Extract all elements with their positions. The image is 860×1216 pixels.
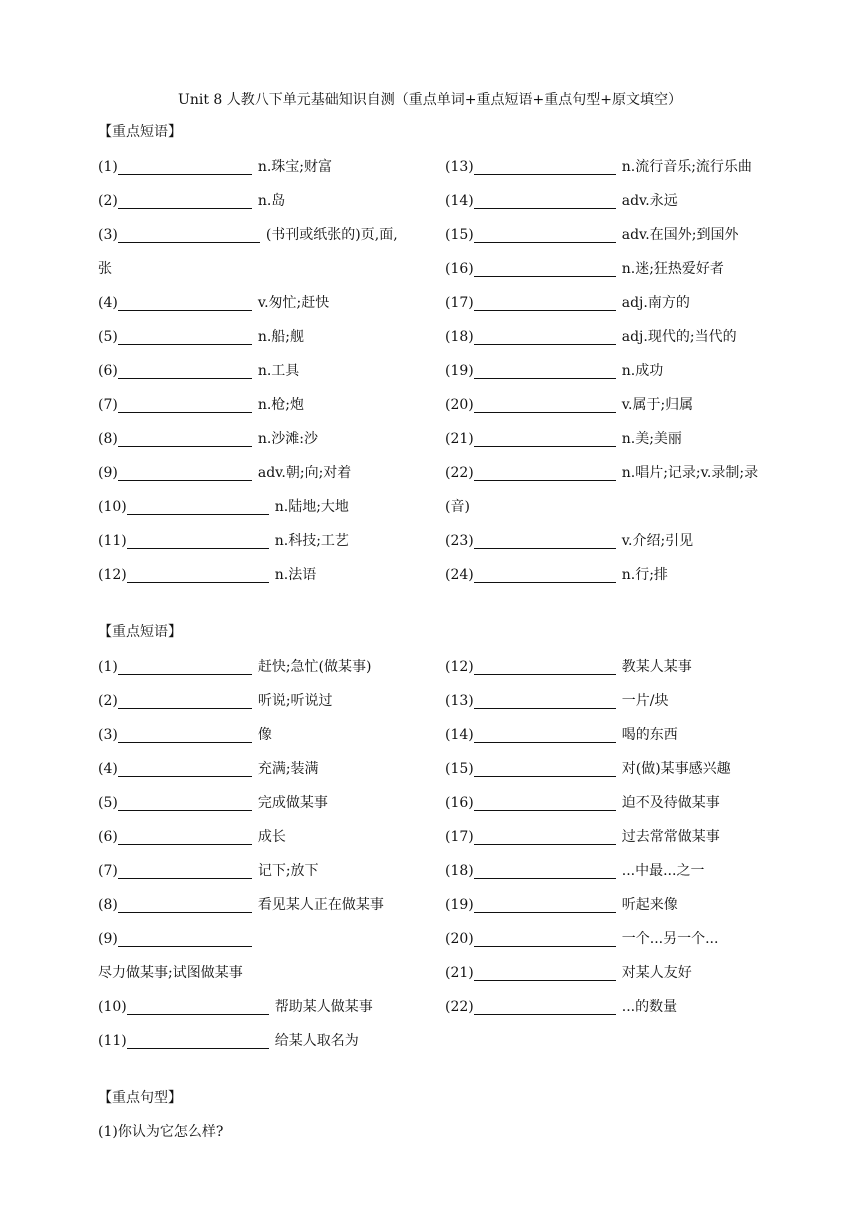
item-number: (5) [98, 329, 118, 345]
answer-blank[interactable] [127, 534, 269, 549]
item-number: (23) [445, 533, 474, 549]
item-number: (7) [98, 397, 118, 413]
item-number: (14) [445, 193, 474, 209]
exercise-item [445, 320, 785, 354]
item-number: (20) [445, 397, 474, 413]
answer-blank[interactable] [474, 160, 616, 175]
item-meaning: n.枪;炮 [257, 397, 305, 413]
section1-right-column [445, 150, 785, 592]
exercise-item [98, 218, 438, 286]
answer-blank[interactable] [474, 432, 616, 447]
sentence-item: (1)你认为它怎么样? [98, 1124, 224, 1140]
item-meaning: n.工具 [257, 363, 300, 379]
exercise-item [98, 456, 438, 490]
answer-blank[interactable] [474, 932, 616, 947]
item-number: (11) [98, 1033, 127, 1049]
item-meaning: 看见某人正在做某事 [257, 897, 384, 913]
exercise-item [445, 150, 785, 184]
item-meaning: n.成功 [621, 363, 664, 379]
exercise-item [98, 320, 438, 354]
answer-blank[interactable] [474, 830, 616, 845]
item-number: (7) [98, 863, 118, 879]
item-number: (5) [98, 795, 118, 811]
item-meaning: ...中最...之一 [621, 863, 705, 879]
answer-blank[interactable] [474, 694, 616, 709]
item-number: (17) [445, 295, 474, 311]
item-meaning: n.陆地;大地 [274, 499, 349, 515]
item-number: (13) [445, 693, 474, 709]
section2-left-column [98, 650, 438, 1058]
answer-blank[interactable] [127, 1034, 269, 1049]
exercise-item [98, 684, 438, 718]
item-number: (10) [98, 999, 127, 1015]
item-meaning: 帮助某人做某事 [274, 999, 373, 1015]
exercise-item [445, 650, 785, 684]
item-number: (21) [445, 431, 474, 447]
exercise-item [98, 922, 438, 990]
exercise-item [98, 854, 438, 888]
exercise-item [445, 684, 785, 718]
item-number: (8) [98, 897, 118, 913]
item-number: (19) [445, 363, 474, 379]
item-number: (24) [445, 567, 474, 583]
exercise-item [98, 354, 438, 388]
answer-blank[interactable] [118, 830, 252, 845]
section1-left-column [98, 150, 438, 592]
answer-blank[interactable] [118, 228, 260, 243]
exercise-item [98, 422, 438, 456]
item-number: (2) [98, 693, 118, 709]
item-number: (12) [445, 659, 474, 675]
section-heading-key-phrases: 【重点短语】 [98, 624, 182, 640]
item-meaning: (书刊或纸张的)页,面, [265, 227, 398, 243]
item-number: (1) [98, 159, 118, 175]
answer-blank[interactable] [474, 568, 616, 583]
item-number: (2) [98, 193, 118, 209]
item-number: (4) [98, 295, 118, 311]
item-meaning: n.美;美丽 [621, 431, 682, 447]
answer-blank[interactable] [118, 432, 252, 447]
item-meaning: 迫不及待做某事 [621, 795, 720, 811]
answer-blank[interactable] [118, 728, 252, 743]
exercise-item [445, 888, 785, 922]
item-number: (16) [445, 795, 474, 811]
answer-blank[interactable] [118, 932, 252, 947]
answer-blank[interactable] [118, 364, 252, 379]
exercise-item [98, 150, 438, 184]
exercise-item [98, 388, 438, 422]
item-meaning: 一片/块 [621, 693, 669, 709]
answer-blank[interactable] [474, 262, 616, 277]
item-meaning: 像 [257, 727, 272, 743]
exercise-item [98, 650, 438, 684]
answer-blank[interactable] [474, 796, 616, 811]
exercise-item [98, 888, 438, 922]
item-meaning-continued: (音) [445, 499, 470, 515]
answer-blank[interactable] [474, 864, 616, 879]
item-number: (16) [445, 261, 474, 277]
item-meaning: n.科技;工艺 [274, 533, 349, 549]
item-meaning: 听说;听说过 [257, 693, 333, 709]
answer-blank[interactable] [474, 660, 616, 675]
item-meaning: n.迷;狂热爱好者 [621, 261, 724, 277]
item-number: (6) [98, 829, 118, 845]
item-meaning: adj.现代的;当代的 [621, 329, 737, 345]
exercise-item [98, 820, 438, 854]
item-meaning: 赶快;急忙(做某事) [257, 659, 372, 675]
exercise-item [98, 718, 438, 752]
item-number: (12) [98, 567, 127, 583]
answer-blank[interactable] [474, 466, 616, 481]
item-meaning: adv.在国外;到国外 [621, 227, 739, 243]
item-number: (22) [445, 465, 474, 481]
answer-blank[interactable] [474, 364, 616, 379]
item-number: (15) [445, 227, 474, 243]
item-number: (18) [445, 863, 474, 879]
answer-blank[interactable] [118, 694, 252, 709]
exercise-item [445, 456, 785, 524]
item-meaning: n.沙滩:沙 [257, 431, 319, 447]
item-meaning: 喝的东西 [621, 727, 678, 743]
exercise-item [98, 558, 438, 592]
answer-blank[interactable] [474, 194, 616, 209]
item-number: (9) [98, 931, 118, 947]
item-number: (3) [98, 227, 118, 243]
answer-blank[interactable] [118, 330, 252, 345]
item-meaning: adj.南方的 [621, 295, 690, 311]
item-meaning: v.匆忙;赶快 [257, 295, 330, 311]
item-number: (20) [445, 931, 474, 947]
item-meaning: v.属于;归属 [621, 397, 694, 413]
item-number: (18) [445, 329, 474, 345]
answer-blank[interactable] [474, 534, 616, 549]
answer-blank[interactable] [118, 762, 252, 777]
answer-blank[interactable] [118, 898, 252, 913]
item-meaning: adv.朝;向;对着 [257, 465, 352, 481]
answer-blank[interactable] [474, 330, 616, 345]
answer-blank[interactable] [127, 1000, 269, 1015]
item-meaning: 对某人友好 [621, 965, 692, 981]
answer-blank[interactable] [474, 1000, 616, 1015]
exercise-item [98, 752, 438, 786]
section2-right-column [445, 650, 785, 1024]
item-number: (11) [98, 533, 127, 549]
item-meaning: 记下;放下 [257, 863, 319, 879]
item-number: (22) [445, 999, 474, 1015]
exercise-item [445, 990, 785, 1024]
exercise-item [445, 558, 785, 592]
item-number: (10) [98, 499, 127, 515]
item-meaning-continued: 尽力做某事;试图做某事 [98, 965, 243, 981]
item-meaning: 对(做)某事感兴趣 [621, 761, 731, 777]
exercise-item [445, 752, 785, 786]
item-number: (9) [98, 465, 118, 481]
item-number: (4) [98, 761, 118, 777]
exercise-item [445, 218, 785, 252]
section-heading-key-words: 【重点短语】 [98, 124, 182, 140]
item-meaning: 听起来像 [621, 897, 678, 913]
answer-blank[interactable] [118, 160, 252, 175]
exercise-item [445, 286, 785, 320]
page-title: Unit 8 人教八下单元基础知识自测（重点单词+重点短语+重点句型+原文填空） [178, 92, 682, 108]
exercise-item [98, 490, 438, 524]
exercise-item [445, 422, 785, 456]
answer-blank[interactable] [118, 194, 252, 209]
item-meaning: n.法语 [274, 567, 317, 583]
exercise-item [445, 524, 785, 558]
answer-blank[interactable] [474, 762, 616, 777]
exercise-item [98, 184, 438, 218]
item-meaning: 完成做某事 [257, 795, 328, 811]
exercise-item [445, 956, 785, 990]
item-number: (21) [445, 965, 474, 981]
answer-blank[interactable] [474, 728, 616, 743]
answer-blank[interactable] [474, 966, 616, 981]
exercise-item [445, 786, 785, 820]
exercise-item [445, 820, 785, 854]
section-heading-key-sentences: 【重点句型】 [98, 1090, 182, 1106]
answer-blank[interactable] [127, 500, 269, 515]
item-meaning: 给某人取名为 [274, 1033, 359, 1049]
answer-blank[interactable] [474, 398, 616, 413]
answer-blank[interactable] [118, 296, 252, 311]
item-number: (13) [445, 159, 474, 175]
answer-blank[interactable] [118, 466, 252, 481]
answer-blank[interactable] [474, 898, 616, 913]
answer-blank[interactable] [118, 660, 252, 675]
item-meaning: 过去常常做某事 [621, 829, 720, 845]
exercise-item [445, 388, 785, 422]
item-meaning: n.岛 [257, 193, 286, 209]
exercise-item [98, 990, 438, 1024]
answer-blank[interactable] [118, 864, 252, 879]
item-meaning: 教某人某事 [621, 659, 692, 675]
item-meaning: n.唱片;记录;v.录制;录 [621, 465, 759, 481]
exercise-item [445, 718, 785, 752]
exercise-item [445, 354, 785, 388]
item-meaning: n.行;排 [621, 567, 668, 583]
answer-blank[interactable] [127, 568, 269, 583]
item-number: (17) [445, 829, 474, 845]
item-number: (15) [445, 761, 474, 777]
exercise-item [98, 524, 438, 558]
item-meaning-continued: 张 [98, 261, 112, 277]
item-meaning: 成长 [257, 829, 286, 845]
exercise-item [98, 286, 438, 320]
item-number: (14) [445, 727, 474, 743]
exercise-item [445, 184, 785, 218]
exercise-item [445, 252, 785, 286]
answer-blank[interactable] [474, 296, 616, 311]
item-number: (6) [98, 363, 118, 379]
exercise-item [98, 786, 438, 820]
answer-blank[interactable] [118, 796, 252, 811]
item-meaning: v.介绍;引见 [621, 533, 694, 549]
item-meaning: 充满;装满 [257, 761, 319, 777]
item-meaning: ...的数量 [621, 999, 678, 1015]
item-meaning: adv.永远 [621, 193, 678, 209]
item-meaning: n.船;舰 [257, 329, 305, 345]
item-meaning: n.流行音乐;流行乐曲 [621, 159, 752, 175]
exercise-item [98, 1024, 438, 1058]
item-meaning: 一个...另一个... [621, 931, 719, 947]
item-number: (1) [98, 659, 118, 675]
item-meaning: n.珠宝;财富 [257, 159, 333, 175]
answer-blank[interactable] [474, 228, 616, 243]
exercise-item [445, 854, 785, 888]
item-number: (8) [98, 431, 118, 447]
item-number: (19) [445, 897, 474, 913]
answer-blank[interactable] [118, 398, 252, 413]
item-number: (3) [98, 727, 118, 743]
exercise-item [445, 922, 785, 956]
